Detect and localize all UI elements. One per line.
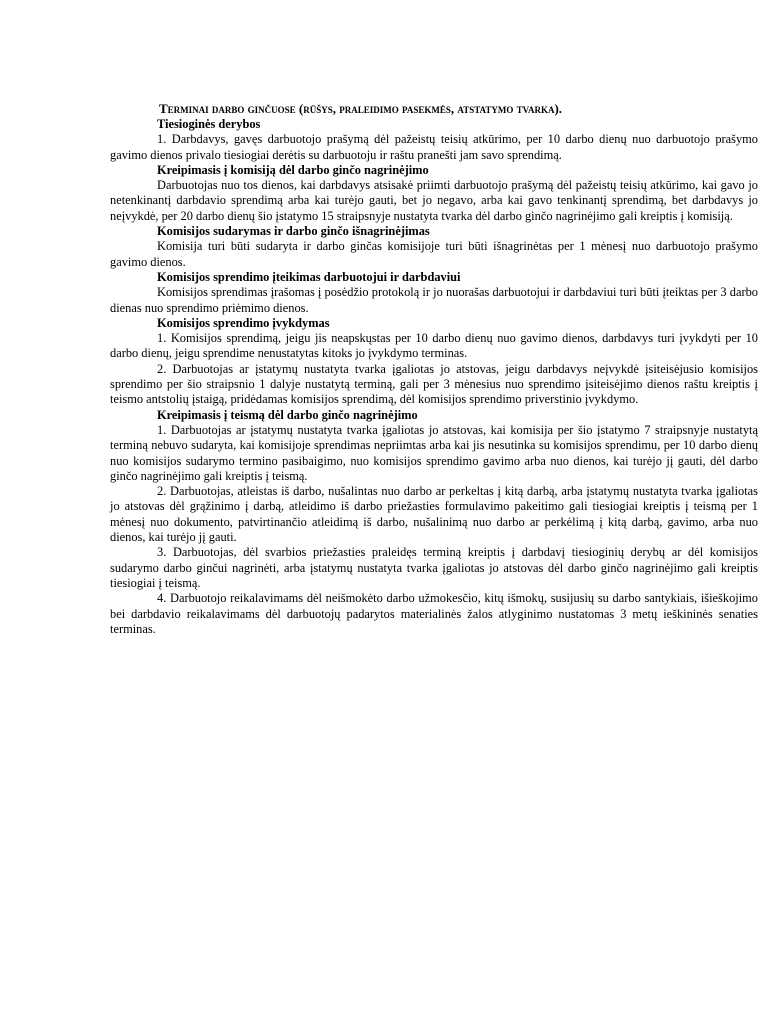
section-decision-enforcement [110, 316, 758, 408]
paragraph: Darbuotojas nuo tos dienos, kai darbdavys atsisakė priimti darbuotojo prašymą dėl pažeistų teisių atkūrimo, kai gavo jo netenkinantį darbdavio sprendimą arba kai turėjo gauti, bet jo negavo, arba kai gavo tenkinantį sprendimą, bet darbdavys jo neįvykdė, per 20 darbo dienų šio įstatymo 15 straipsnyje nustatyta tvarka dėl darbo ginčo nagrinėjimo gali kreiptis į komisiją. [110, 178, 758, 223]
paragraph: 1. Darbuotojas ar įstatymų nustatyta tvarka įgaliotas jo atstovas, kai komisija per šio įstatymo 7 straipsnyje nustatytą terminą nebuvo sudaryta, kai komisijoje sprendimas nepriimtas arba kai jis nesutinka su komisijos sprendimu, per 10 darbo dienų nuo komisijos sudarymo termino pasibaigimo, nuo komisijos sprendimo gavimo arba nuo dienos, kai turėjo jį gauti, dėl darbo ginčo nagrinėjimo gali kreiptis į teismą. [110, 422, 758, 483]
section-heading: Komisijos sprendimo įvykdymas [157, 315, 330, 330]
section-heading: Komisijos sprendimo įteikimas darbuotojui ir darbdaviui [157, 269, 461, 284]
section-heading: Tiesioginės derybos [157, 117, 261, 131]
section-commission-appeal [110, 163, 758, 224]
paragraph: 1. Komisijos sprendimą, jeigu jis neapskųstas per 10 darbo dienų nuo gavimo dienos, darbdavys turi įvykdyti per 10 darbo dienų, jeigu sprendime nenustatytas kitoks jo įvykdymo terminas. [110, 331, 758, 361]
document-page [110, 100, 758, 637]
section-heading: Kreipimasis į komisiją dėl darbo ginčo nagrinėjimo [157, 162, 429, 177]
section-heading: Komisijos sudarymas ir darbo ginčo išnagrinėjimas [157, 224, 430, 239]
section-decision-delivery [110, 270, 758, 316]
paragraph: Komisijos sprendimas įrašomas į posėdžio protokolą ir jo nuorašas darbuotojui ir darbdaviui turi būti įteiktas per 3 darbo dienas nuo sprendimo priėmimo dienos. [110, 285, 758, 315]
paragraph: 2. Darbuotojas ar įstatymų nustatyta tvarka įgaliotas jo atstovas, jeigu darbdavys neįvykdė įsiteisėjusio komisijos sprendimo per šio straipsnio 1 dalyje nustatytą terminą, gali per 3 mėnesius nuo sprendimo įsiteisėjimo dienos raštu kreiptis į teismo antstolių įstaigą, pridėdamas komisijos sprendimą, dėl komisijos sprendimo priverstinio įvykdymo. [110, 361, 758, 407]
section-court-appeal [110, 408, 758, 637]
section-direct-negotiations [110, 117, 758, 163]
paragraph: 4. Darbuotojo reikalavimams dėl neišmokėto darbo užmokesčio, kitų išmokų, susijusių su darbo santykiais, išieškojimo bei darbdavio reikalavimams dėl darbuotojų padarytos materialinės žalos atlyginimo nustatomas 3 metų ieškininės senaties terminas. [110, 591, 758, 636]
section-commission-formation [110, 224, 758, 270]
paragraph: 1. Darbdavys, gavęs darbuotojo prašymą dėl pažeistų teisių atkūrimo, per 10 darbo dienų nuo darbuotojo prašymo gavimo dienos privalo tiesiogiai derėtis su darbuotoju ir raštu pranešti jam savo sprendimą. [110, 132, 758, 162]
document-title: Terminai darbo ginčuose (rūšys, praleidimo pasekmės, atstatymo tvarka). [159, 101, 563, 116]
paragraph: 3. Darbuotojas, dėl svarbios priežasties praleidęs terminą kreiptis į darbdavį tiesioginių derybų ar dėl komisijos sudarymo darbo ginčui nagrinėti, arba įstatymų nustatyta tvarka įgaliotas jo atstovas dėl darbo ginčo nagrinėjimo gali kreiptis tiesiogiai į teismą. [110, 545, 758, 590]
paragraph: 2. Darbuotojas, atleistas iš darbo, nušalintas nuo darbo ar perkeltas į kitą darbą, arba įstatymų nustatyta tvarka įgaliotas jo atstovas dėl grąžinimo į darbą, atleidimo iš darbo priežasties formulavimo pakeitimo gali tiesiogiai kreiptis į teismą per 1 mėnesį nuo dokumento, patvirtinančio atleidimą iš darbo, nušalinimą nuo darbo ar perkėlimą į kitą darbą, gavimo, arba nuo dienos, kai turėjo jį gauti. [110, 484, 758, 545]
section-heading: Kreipimasis į teismą dėl darbo ginčo nagrinėjimo [157, 407, 418, 422]
paragraph: Komisija turi būti sudaryta ir darbo ginčas komisijoje turi būti išnagrinėtas per 1 mėnesį nuo darbuotojo prašymo gavimo dienos. [110, 239, 758, 269]
